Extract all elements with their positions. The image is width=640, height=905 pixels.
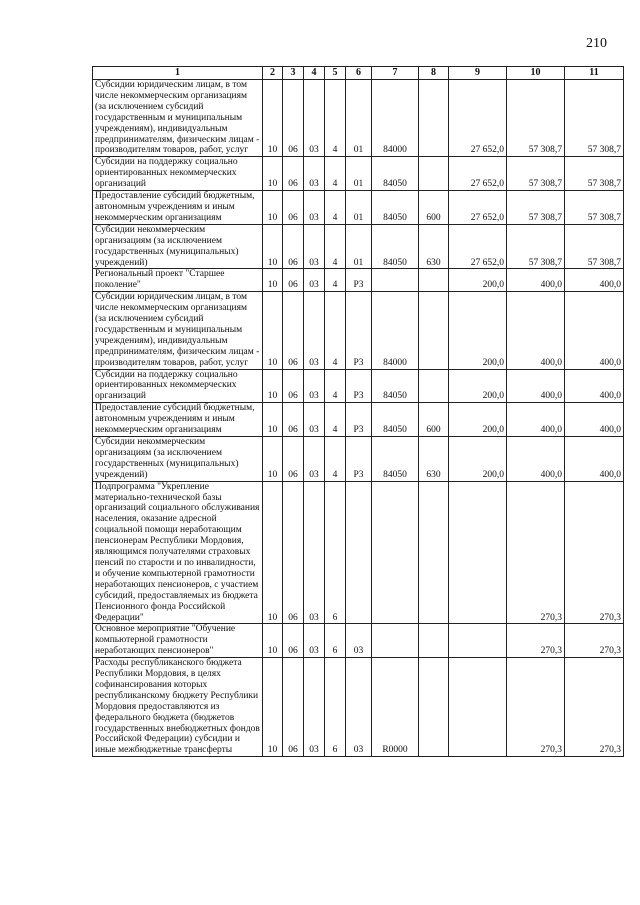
cell-event: 01 (346, 191, 372, 225)
row-description: Субсидии некоммерческим организациям (за исключением государственных (муниципальных) учреждений) (93, 437, 263, 482)
cell-amount-col-10: 400,0 (507, 403, 565, 437)
cell-direction (372, 481, 419, 624)
cell-subsection: 06 (283, 437, 304, 482)
cell-event: P3 (346, 403, 372, 437)
cell-expense-type (419, 658, 449, 757)
row-description: Субсидии на поддержку социально ориентированных некоммерческих организаций (93, 157, 263, 191)
cell-amount-col-10: 57 308,7 (507, 157, 565, 191)
header-col-7: 7 (372, 67, 419, 80)
row-description: Региональный проект "Старшее поколение" (93, 269, 263, 292)
cell-amount-col-9 (449, 481, 507, 624)
cell-event: P3 (346, 269, 372, 292)
cell-amount-col-11: 400,0 (565, 403, 624, 437)
cell-program: 03 (304, 80, 325, 157)
table-row (93, 191, 624, 225)
cell-subsection: 06 (283, 658, 304, 757)
cell-amount-col-9 (449, 658, 507, 757)
header-col-5: 5 (325, 67, 346, 80)
cell-program: 03 (304, 191, 325, 225)
cell-subsection: 06 (283, 269, 304, 292)
cell-amount-col-9: 200,0 (449, 437, 507, 482)
cell-event: P3 (346, 369, 372, 403)
cell-subprogram: 4 (325, 80, 346, 157)
cell-direction: 84050 (372, 403, 419, 437)
cell-direction (372, 624, 419, 658)
cell-program: 03 (304, 403, 325, 437)
header-col-4: 4 (304, 67, 325, 80)
cell-direction: 84000 (372, 80, 419, 157)
cell-amount-col-11: 57 308,7 (565, 224, 624, 269)
cell-amount-col-11: 270,3 (565, 481, 624, 624)
cell-expense-type (419, 80, 449, 157)
cell-amount-col-11: 57 308,7 (565, 157, 624, 191)
table-row (93, 292, 624, 369)
table-row (93, 658, 624, 757)
cell-amount-col-10: 270,3 (507, 624, 565, 658)
header-col-9: 9 (449, 67, 507, 80)
table-row (93, 80, 624, 157)
table-row (93, 369, 624, 403)
cell-event: 01 (346, 157, 372, 191)
cell-program: 03 (304, 369, 325, 403)
cell-amount-col-9: 27 652,0 (449, 191, 507, 225)
header-col-1: 1 (93, 67, 263, 80)
cell-direction: 84050 (372, 191, 419, 225)
table-row (93, 157, 624, 191)
table-header-row (93, 67, 624, 80)
cell-direction: 84000 (372, 292, 419, 369)
cell-amount-col-9: 200,0 (449, 369, 507, 403)
page-number: 210 (586, 36, 607, 51)
cell-subsection: 06 (283, 157, 304, 191)
cell-subsection: 06 (283, 369, 304, 403)
cell-amount-col-11: 400,0 (565, 269, 624, 292)
cell-expense-type (419, 624, 449, 658)
cell-subsection: 06 (283, 224, 304, 269)
row-description: Субсидии некоммерческим организациям (за исключением государственных (муниципальных) учреждений) (93, 224, 263, 269)
header-col-10: 10 (507, 67, 565, 80)
header-col-6: 6 (346, 67, 372, 80)
header-col-2: 2 (263, 67, 283, 80)
cell-direction: R0000 (372, 658, 419, 757)
row-description: Предоставление субсидий бюджетным, автономным учреждениям и иным некоммерческим организациям (93, 403, 263, 437)
cell-event: 03 (346, 624, 372, 658)
cell-program: 03 (304, 269, 325, 292)
cell-direction: 84050 (372, 437, 419, 482)
cell-amount-col-11: 57 308,7 (565, 191, 624, 225)
row-description: Предоставление субсидий бюджетным, автономным учреждениям и иным некоммерческим организациям (93, 191, 263, 225)
cell-direction (372, 269, 419, 292)
cell-section: 10 (263, 658, 283, 757)
cell-section: 10 (263, 269, 283, 292)
cell-direction: 84050 (372, 224, 419, 269)
row-description: Субсидии юридическим лицам, в том числе некоммерческим организациям (за исключением субсидий государственным и муниципальным учреждениям), индивидуальным предпринимателям, физическим лицам - производителям товаров, работ, услуг (93, 80, 263, 157)
cell-amount-col-9: 200,0 (449, 403, 507, 437)
cell-subprogram: 4 (325, 157, 346, 191)
cell-event: 01 (346, 224, 372, 269)
cell-amount-col-11: 400,0 (565, 369, 624, 403)
cell-section: 10 (263, 481, 283, 624)
cell-program: 03 (304, 624, 325, 658)
cell-amount-col-11: 270,3 (565, 658, 624, 757)
row-description: Субсидии юридическим лицам, в том числе некоммерческим организациям (за исключением субсидий государственным и муниципальным учреждениям), индивидуальным предпринимателям, физическим лицам - производителям товаров, работ, услуг (93, 292, 263, 369)
cell-program: 03 (304, 292, 325, 369)
cell-section: 10 (263, 224, 283, 269)
row-description: Субсидии на поддержку социально ориентированных некоммерческих организаций (93, 369, 263, 403)
cell-subprogram: 4 (325, 292, 346, 369)
cell-program: 03 (304, 481, 325, 624)
budget-table (92, 66, 624, 757)
cell-section: 10 (263, 403, 283, 437)
cell-subsection: 06 (283, 624, 304, 658)
cell-expense-type (419, 157, 449, 191)
cell-program: 03 (304, 658, 325, 757)
cell-expense-type (419, 481, 449, 624)
cell-subprogram: 6 (325, 658, 346, 757)
cell-amount-col-9: 27 652,0 (449, 224, 507, 269)
cell-section: 10 (263, 191, 283, 225)
cell-amount-col-11: 57 308,7 (565, 80, 624, 157)
cell-amount-col-10: 400,0 (507, 369, 565, 403)
cell-amount-col-10: 400,0 (507, 269, 565, 292)
cell-amount-col-10: 270,3 (507, 658, 565, 757)
cell-program: 03 (304, 437, 325, 482)
cell-expense-type: 630 (419, 437, 449, 482)
cell-amount-col-10: 400,0 (507, 292, 565, 369)
cell-subprogram: 6 (325, 481, 346, 624)
cell-direction: 84050 (372, 369, 419, 403)
table-row (93, 403, 624, 437)
cell-event: P3 (346, 292, 372, 369)
cell-section: 10 (263, 624, 283, 658)
cell-amount-col-10: 400,0 (507, 437, 565, 482)
cell-expense-type (419, 269, 449, 292)
cell-amount-col-9: 200,0 (449, 269, 507, 292)
cell-event: 01 (346, 80, 372, 157)
cell-expense-type (419, 369, 449, 403)
cell-event: P3 (346, 437, 372, 482)
cell-program: 03 (304, 157, 325, 191)
cell-amount-col-9: 200,0 (449, 292, 507, 369)
cell-expense-type (419, 292, 449, 369)
cell-direction: 84050 (372, 157, 419, 191)
cell-expense-type: 630 (419, 224, 449, 269)
cell-amount-col-9: 27 652,0 (449, 80, 507, 157)
cell-section: 10 (263, 437, 283, 482)
row-description: Подпрограмма "Укрепление материально-технической базы организаций социального обслуживания населения, оказание адресной социальной помощи неработающим пенсионерам Республики Мордовия, являющимся получателями страховых пенсий по старости и по инвалидности, и обучение компьютерной грамотности неработающих пенсионеров, с участием субсидий, предоставляемых из бюджета Пенсионного фонда Российской Федерации" (93, 481, 263, 624)
cell-amount-col-10: 270,3 (507, 481, 565, 624)
cell-amount-col-9 (449, 624, 507, 658)
cell-amount-col-11: 400,0 (565, 437, 624, 482)
table-row (93, 481, 624, 624)
cell-subprogram: 4 (325, 437, 346, 482)
header-col-3: 3 (283, 67, 304, 80)
cell-subsection: 06 (283, 191, 304, 225)
header-col-11: 11 (565, 67, 624, 80)
cell-expense-type: 600 (419, 191, 449, 225)
table-row (93, 224, 624, 269)
cell-subprogram: 4 (325, 224, 346, 269)
cell-subprogram: 4 (325, 191, 346, 225)
cell-amount-col-11: 400,0 (565, 292, 624, 369)
table-body (93, 80, 624, 757)
cell-subprogram: 4 (325, 269, 346, 292)
cell-amount-col-10: 57 308,7 (507, 80, 565, 157)
cell-event: 03 (346, 658, 372, 757)
cell-section: 10 (263, 292, 283, 369)
cell-amount-col-10: 57 308,7 (507, 191, 565, 225)
cell-section: 10 (263, 80, 283, 157)
cell-subsection: 06 (283, 80, 304, 157)
cell-section: 10 (263, 369, 283, 403)
cell-amount-col-9: 27 652,0 (449, 157, 507, 191)
cell-event (346, 481, 372, 624)
cell-amount-col-10: 57 308,7 (507, 224, 565, 269)
row-description: Расходы республиканского бюджета Республики Мордовия, в целях софинансирования которых республиканскому бюджету Республики Мордовия предоставляются из федерального бюджета (бюджетов государственных внебюджетных фондов Российской Федерации) субсидии и иные межбюджетные трансферты (93, 658, 263, 757)
row-description: Основное мероприятие "Обучение компьютерной грамотности неработающих пенсионеров" (93, 624, 263, 658)
cell-program: 03 (304, 224, 325, 269)
table-row (93, 624, 624, 658)
cell-amount-col-11: 270,3 (565, 624, 624, 658)
cell-subsection: 06 (283, 403, 304, 437)
table-row (93, 437, 624, 482)
cell-section: 10 (263, 157, 283, 191)
cell-expense-type: 600 (419, 403, 449, 437)
cell-subsection: 06 (283, 292, 304, 369)
table-row (93, 269, 624, 292)
cell-subprogram: 4 (325, 369, 346, 403)
cell-subsection: 06 (283, 481, 304, 624)
header-col-8: 8 (419, 67, 449, 80)
cell-subprogram: 4 (325, 403, 346, 437)
cell-subprogram: 6 (325, 624, 346, 658)
